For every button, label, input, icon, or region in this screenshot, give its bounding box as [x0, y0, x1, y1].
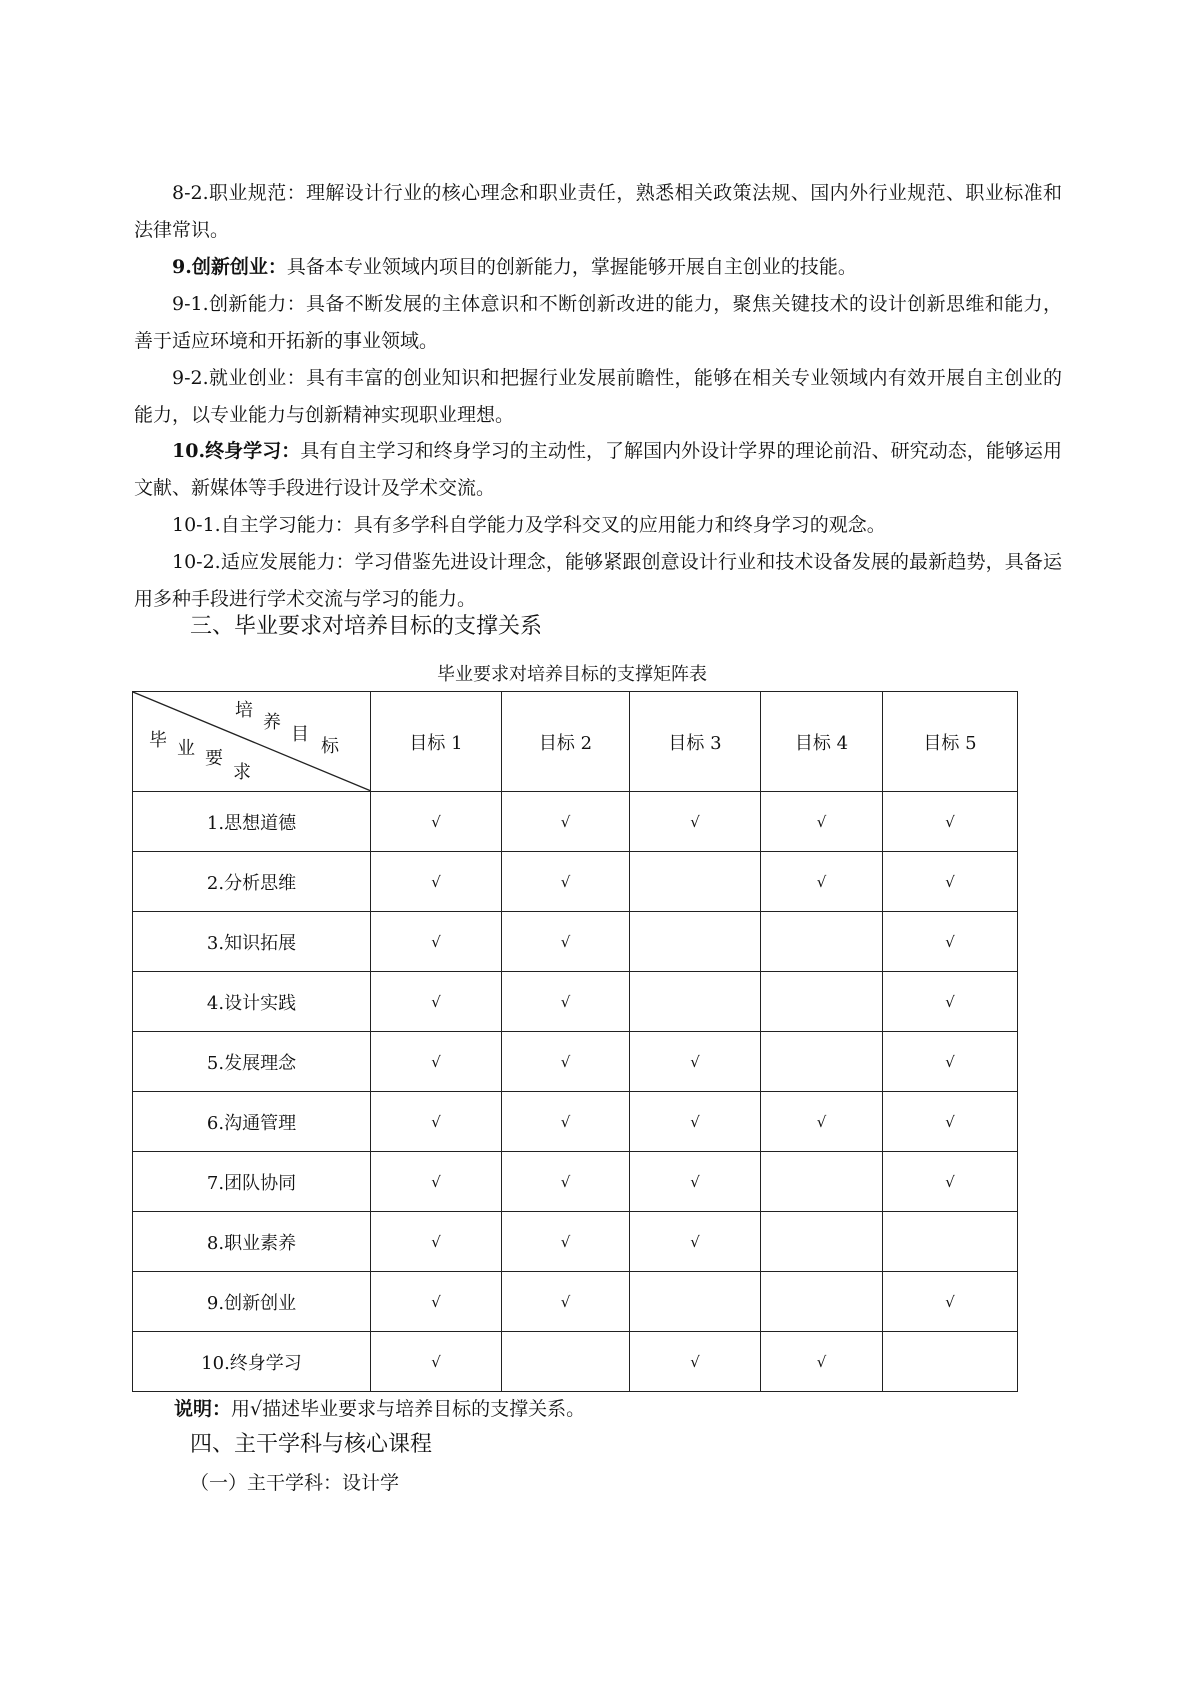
check-mark-icon: √	[431, 993, 441, 1011]
check-mark-icon: √	[690, 1113, 700, 1131]
column-header: 目标 1	[371, 692, 502, 792]
paragraph-9	[134, 249, 1062, 286]
check-mark-icon: √	[431, 1293, 441, 1311]
row-label: 4.设计实践	[133, 972, 371, 1032]
matrix-cell	[371, 1212, 502, 1272]
table-body	[133, 792, 1018, 1392]
check-mark-icon: √	[431, 1053, 441, 1071]
row-label: 5.发展理念	[133, 1032, 371, 1092]
corner-bottom-char: 业	[177, 738, 195, 759]
table-row	[133, 1332, 1018, 1392]
table-row	[133, 912, 1018, 972]
table-row	[133, 1032, 1018, 1092]
corner-header-cell	[133, 692, 371, 792]
check-mark-icon: √	[560, 813, 571, 831]
check-mark-icon: √	[945, 1053, 955, 1071]
paragraph-9-2	[134, 360, 1062, 434]
table-row	[133, 1152, 1018, 1212]
paragraph-text: 9-1.创新能力：具备不断发展的主体意识和不断创新改进的能力，聚焦关键技术的设计创新思维和能力，善于适应环境和开拓新的事业领域。	[134, 293, 1062, 352]
table-row	[133, 792, 1018, 852]
paragraph-8-2	[134, 175, 1062, 249]
check-mark-icon: √	[690, 1233, 700, 1251]
check-mark-icon: √	[690, 1053, 700, 1071]
matrix-cell	[883, 1092, 1018, 1152]
corner-top-char: 目	[291, 724, 309, 745]
row-label: 6.沟通管理	[133, 1092, 371, 1152]
matrix-cell	[761, 852, 883, 912]
column-header: 目标 3	[630, 692, 761, 792]
check-mark-icon: √	[560, 993, 571, 1011]
check-mark-icon: √	[816, 1113, 827, 1131]
matrix-cell	[883, 1332, 1018, 1392]
matrix-cell	[761, 1332, 883, 1392]
check-mark-icon: √	[560, 933, 571, 951]
matrix-cell	[502, 792, 630, 852]
row-label: 8.职业素养	[133, 1212, 371, 1272]
row-label: 3.知识拓展	[133, 912, 371, 972]
matrix-cell	[883, 1152, 1018, 1212]
matrix-cell	[502, 972, 630, 1032]
matrix-cell	[883, 1032, 1018, 1092]
matrix-cell	[371, 972, 502, 1032]
matrix-cell	[761, 1152, 883, 1212]
check-mark-icon: √	[690, 1173, 700, 1191]
check-mark-icon: √	[560, 1293, 571, 1311]
table-row	[133, 972, 1018, 1032]
row-label: 9.创新创业	[133, 1272, 371, 1332]
matrix-cell	[761, 1092, 883, 1152]
paragraph-text: 10-2.适应发展能力：学习借鉴先进设计理念，能够紧跟创意设计行业和技术设备发展的最新趋势，具备运用多种手段进行学术交流与学习的能力。	[134, 551, 1062, 610]
matrix-cell	[761, 1272, 883, 1332]
check-mark-icon: √	[431, 1173, 441, 1191]
check-mark-icon: √	[945, 1113, 955, 1131]
column-header: 目标 2	[502, 692, 630, 792]
check-mark-icon: √	[560, 1113, 571, 1131]
matrix-cell	[371, 792, 502, 852]
check-mark-icon: √	[945, 873, 955, 891]
matrix-cell	[502, 1332, 630, 1392]
matrix-cell	[630, 912, 761, 972]
paragraph-text: 具备本专业领域内项目的创新能力，掌握能够开展自主创业的技能。	[286, 256, 857, 278]
matrix-cell	[883, 1272, 1018, 1332]
matrix-cell	[630, 1032, 761, 1092]
matrix-cell	[883, 852, 1018, 912]
matrix-cell	[502, 852, 630, 912]
table-caption: 毕业要求对培养目标的支撑矩阵表	[437, 664, 707, 685]
matrix-cell	[630, 1332, 761, 1392]
matrix-cell	[630, 1092, 761, 1152]
check-mark-icon: √	[816, 813, 827, 831]
corner-bottom-char: 求	[233, 762, 251, 783]
check-mark-icon: √	[816, 873, 827, 891]
matrix-cell	[883, 972, 1018, 1032]
check-mark-icon: √	[690, 813, 700, 831]
matrix-cell	[371, 1092, 502, 1152]
table-note	[174, 1394, 585, 1424]
check-mark-icon: √	[431, 813, 441, 831]
check-mark-icon: √	[560, 1053, 571, 1071]
matrix-cell	[371, 1272, 502, 1332]
matrix-cell	[630, 792, 761, 852]
check-mark-icon: √	[560, 873, 571, 891]
table-row	[133, 852, 1018, 912]
sub-item-main-discipline: （一）主干学科：设计学	[190, 1472, 400, 1494]
corner-top-char: 标	[321, 736, 339, 757]
column-header: 目标 5	[883, 692, 1018, 792]
table-row	[133, 1092, 1018, 1152]
paragraph-10-1	[134, 507, 1062, 544]
matrix-cell	[883, 912, 1018, 972]
check-mark-icon: √	[560, 1173, 571, 1191]
note-text: 用√描述毕业要求与培养目标的支撑关系。	[231, 1398, 586, 1420]
paragraph-text: 10-1.自主学习能力：具有多学科自学能力及学科交叉的应用能力和终身学习的观念。	[172, 514, 886, 536]
paragraph-lead: 9.创新创业：	[172, 256, 287, 278]
check-mark-icon: √	[431, 1353, 441, 1371]
matrix-cell	[502, 1032, 630, 1092]
matrix-cell	[761, 792, 883, 852]
paragraph-text: 9-2.就业创业：具有丰富的创业知识和把握行业发展前瞻性，能够在相关专业领域内有效开展自主创业的能力，以专业能力与创新精神实现职业理想。	[134, 367, 1062, 426]
table-row	[133, 1272, 1018, 1332]
row-label: 7.团队协同	[133, 1152, 371, 1212]
matrix-cell	[502, 1212, 630, 1272]
matrix-cell	[371, 852, 502, 912]
check-mark-icon: √	[690, 1353, 700, 1371]
check-mark-icon: √	[945, 993, 955, 1011]
paragraph-lead: 10.终身学习：	[172, 440, 301, 462]
matrix-cell	[371, 1032, 502, 1092]
check-mark-icon: √	[560, 1233, 571, 1251]
paragraph-text: 8-2.职业规范：理解设计行业的核心理念和职业责任，熟悉相关政策法规、国内外行业规范、职业标准和法律常识。	[134, 182, 1062, 241]
paragraph-10-2	[134, 544, 1062, 618]
matrix-cell	[502, 1152, 630, 1212]
support-matrix-table	[132, 691, 1018, 1392]
paragraph-10	[134, 433, 1062, 507]
check-mark-icon: √	[945, 1173, 955, 1191]
matrix-cell	[883, 792, 1018, 852]
matrix-cell	[502, 912, 630, 972]
table-row	[133, 1212, 1018, 1272]
check-mark-icon: √	[431, 1113, 441, 1131]
matrix-cell	[630, 1212, 761, 1272]
matrix-cell	[630, 1152, 761, 1212]
check-mark-icon: √	[945, 1293, 955, 1311]
check-mark-icon: √	[431, 933, 441, 951]
paragraph-9-1	[134, 286, 1062, 360]
section-heading-3: 三、毕业要求对培养目标的支撑关系	[190, 614, 543, 639]
check-mark-icon: √	[816, 1353, 827, 1371]
matrix-cell	[502, 1272, 630, 1332]
check-mark-icon: √	[945, 933, 955, 951]
corner-bottom-char: 毕	[149, 730, 167, 751]
row-label: 1.思想道德	[133, 792, 371, 852]
check-mark-icon: √	[431, 873, 441, 891]
check-mark-icon: √	[945, 813, 955, 831]
note-label: 说明：	[174, 1398, 232, 1420]
section-heading-4: 四、主干学科与核心课程	[190, 1432, 433, 1457]
row-label: 2.分析思维	[133, 852, 371, 912]
paragraph-text: 具有自主学习和终身学习的主动性，了解国内外设计学界的理论前沿、研究动态，能够运用文献、新媒体等手段进行设计及学术交流。	[134, 440, 1062, 499]
matrix-cell	[761, 912, 883, 972]
corner-bottom-char: 要	[205, 748, 223, 769]
matrix-cell	[883, 1212, 1018, 1272]
corner-top-char: 养	[263, 712, 281, 733]
corner-top-char: 培	[235, 700, 253, 721]
check-mark-icon: √	[431, 1233, 441, 1251]
matrix-cell	[371, 1152, 502, 1212]
matrix-cell	[761, 1212, 883, 1272]
matrix-cell	[502, 1092, 630, 1152]
matrix-cell	[371, 912, 502, 972]
matrix-cell	[630, 1272, 761, 1332]
matrix-cell	[761, 972, 883, 1032]
column-header: 目标 4	[761, 692, 883, 792]
table-header-row	[133, 692, 1018, 792]
matrix-cell	[371, 1332, 502, 1392]
row-label: 10.终身学习	[133, 1332, 371, 1392]
matrix-cell	[630, 852, 761, 912]
matrix-cell	[761, 1032, 883, 1092]
matrix-cell	[630, 972, 761, 1032]
